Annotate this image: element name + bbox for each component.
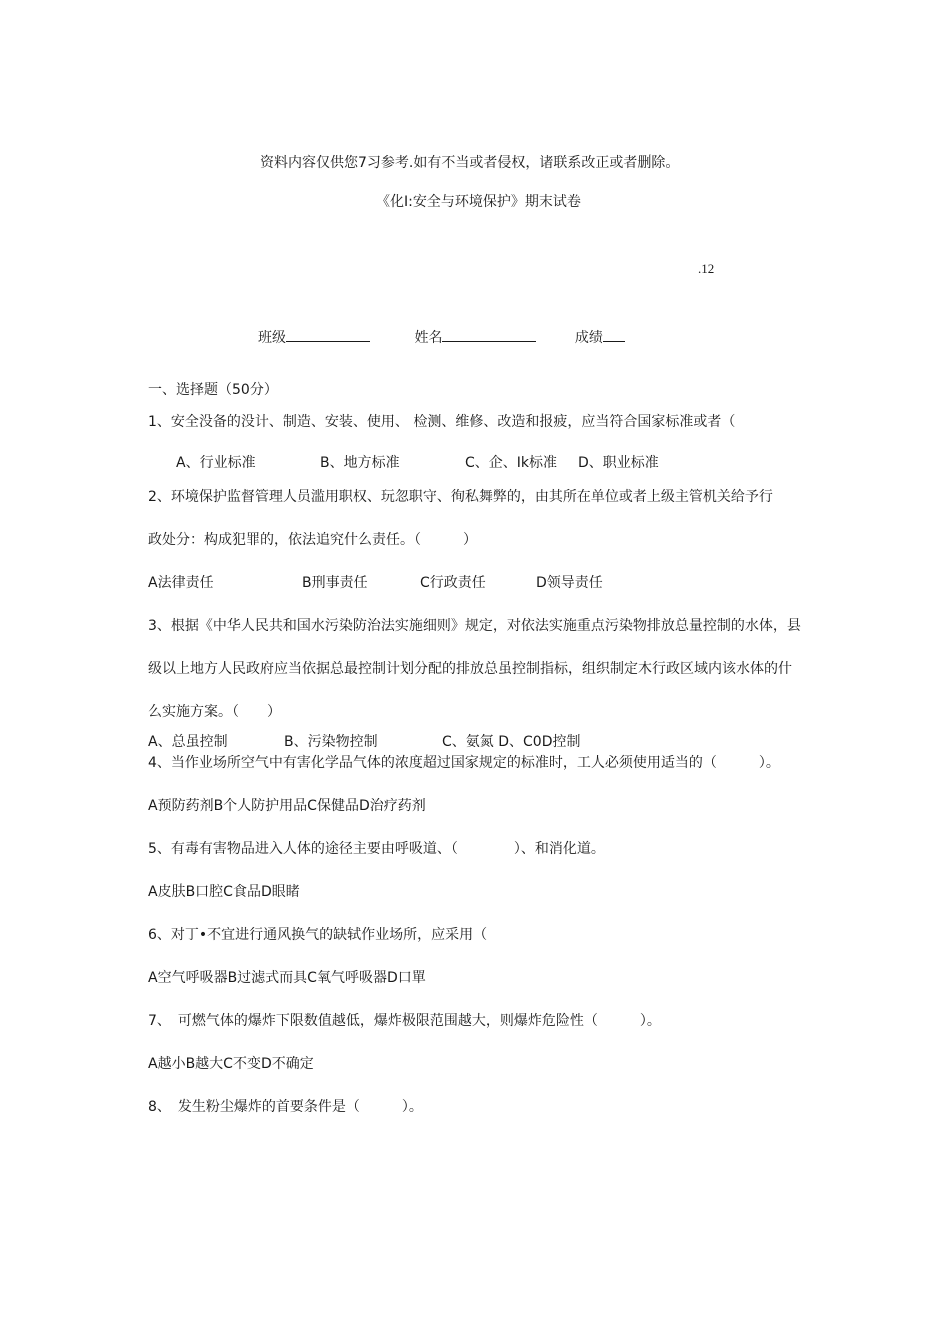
class-field[interactable] (286, 327, 370, 342)
q1-option-b: B、地方标准 (320, 455, 400, 471)
question-8: 8、 发生粉尘爆炸的首要条件是（ ）。 (148, 1099, 423, 1115)
q4-options: A预防药剂B个人防护用品C保健品D治疗药剂 (148, 798, 426, 814)
name-field[interactable] (442, 327, 536, 342)
question-7: 7、 可燃气体的爆炸下限数值越低，爆炸极限范围越大，则爆炸危险性（ ）。 (148, 1013, 661, 1029)
q3-option-a: A、总虽控制 (148, 734, 228, 750)
q2-option-d: D领导责任 (536, 575, 603, 591)
question-2-line-2: 政处分：构成犯罪的，依法追究什么责任。（ ） (148, 532, 477, 548)
question-2-line-1: 2、环境保护监督管理人员滥用职权、玩忽职守、徇私舞弊的，由其所在单位或者上级主管机关给予行 (148, 489, 773, 505)
page-title: 《化I:安全与环境保护》期末试卷 (376, 194, 581, 210)
q5-options: A皮肤B口腔C食品D眼睹 (148, 884, 300, 900)
q7-options: A越小B越大C不变D不确定 (148, 1056, 314, 1072)
q2-option-c: C行政责任 (420, 575, 486, 591)
question-3-line-1: 3、根据《中华人民共和国水污染防治法实施细则》规定，对依法实施重点污染物排放总量控制的水体，县 (148, 618, 801, 634)
section-heading: 一、选择题（50分） (148, 382, 278, 398)
q1-option-a: A、行业标准 (176, 455, 256, 471)
q1-option-d: D、职业标准 (578, 455, 659, 471)
exam-date: .12 (698, 261, 715, 276)
q3-option-b: B、污染物控制 (284, 734, 378, 750)
class-label: 班级 (258, 330, 286, 346)
question-3-line-3: 么实施方案。（ ） (148, 704, 281, 720)
student-info-row (258, 327, 625, 347)
question-4: 4、当作业场所空气中有害化学品气体的浓度超过国家规定的标准时，工人必须使用适当的（ ）。 (148, 755, 780, 771)
question-1: 1、安全没备的没计、制造、安装、使用、 检测、维修、改造和报疲，应当符合国家标准或者（ (148, 414, 736, 430)
score-field[interactable] (603, 327, 625, 342)
question-3-line-2: 级以上地方人民政府应当依据总最控制计划分配的排放总虽控制指标，组织制定木行政区域内该水体的什 (148, 661, 792, 677)
disclaimer: 资料内容仅供您7习参考.如有不当或者侵权，诸联系改正或者删除。 (260, 155, 680, 171)
score-label: 成绩 (574, 330, 603, 346)
q1-option-c: C、企、Ik标准 (465, 455, 558, 471)
q2-option-a: A法律责任 (148, 575, 214, 591)
name-label: 姓名 (414, 330, 443, 346)
question-5: 5、有毒有害物品进入人体的途径主要由呼吸道、（ ）、和消化道。 (148, 841, 605, 857)
question-6: 6、对丁•不宜进行通风换气的缺轼作业场所，应采用（ (148, 927, 488, 943)
q6-options: A空气呼吸器B过滤式而具C氧气呼吸器D口單 (148, 970, 426, 986)
q3-option-cd: C、氨氮 D、C0D控制 (442, 734, 581, 750)
q2-option-b: B刑事责任 (302, 575, 368, 591)
